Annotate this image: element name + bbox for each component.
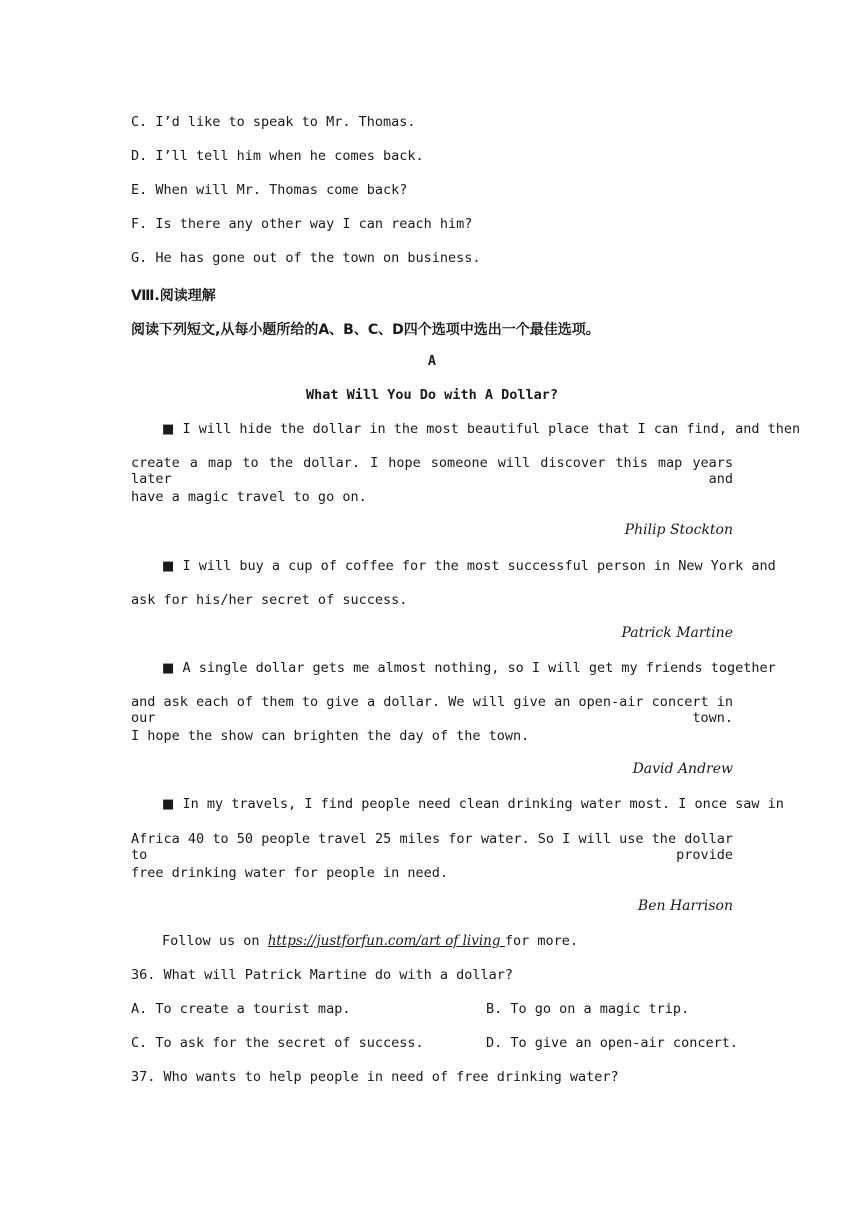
section-heading: Ⅷ.阅读理解 bbox=[131, 288, 216, 304]
dialogue-option-f: F. Is there any other way I can reach him? bbox=[131, 216, 473, 232]
follow-link[interactable]: https://justforfun.com/art of living bbox=[267, 933, 505, 949]
dialogue-option-d: D. I’ll tell him when he comes back. bbox=[131, 148, 424, 164]
entry-3-line-2: and ask each of them to give a dollar. We will give an open-air concert in our town. bbox=[131, 694, 733, 726]
question-36-options-row-1 bbox=[131, 1001, 733, 1017]
entry-3-author: David Andrew bbox=[632, 761, 733, 777]
passage-title: What Will You Do with A Dollar? bbox=[306, 387, 558, 403]
option-c: C. To ask for the secret of success. bbox=[131, 1035, 424, 1051]
entry-1-line-3: have a magic travel to go on. bbox=[131, 489, 367, 505]
bullet-square-icon: ■ bbox=[162, 422, 175, 437]
entry-3-line-3: I hope the show can brighten the day of the town. bbox=[131, 728, 530, 744]
bullet-square-icon: ■ bbox=[162, 559, 175, 574]
question-37-stem: 37. Who wants to help people in need of free drinking water? bbox=[131, 1069, 619, 1085]
entry-2-line-2: ask for his/her secret of success. bbox=[131, 592, 408, 608]
question-36-options-row-2 bbox=[131, 1035, 738, 1051]
bullet-square-icon: ■ bbox=[162, 661, 175, 676]
bullet-square-icon: ■ bbox=[162, 797, 175, 812]
dialogue-option-e: E. When will Mr. Thomas come back? bbox=[131, 182, 408, 198]
entry-2-author: Patrick Martine bbox=[621, 625, 733, 641]
entry-1-line-2: create a map to the dollar. I hope someone will discover this map years later and bbox=[131, 455, 733, 487]
entry-text: I will hide the dollar in the most beautiful place that I can find, and then bbox=[182, 421, 801, 437]
entry-4-line-3: free drinking water for people in need. bbox=[131, 865, 448, 881]
follow-prefix: Follow us on bbox=[162, 933, 260, 949]
entry-3-line-1 bbox=[162, 660, 776, 676]
entry-4-line-1 bbox=[162, 796, 784, 812]
entry-1-author: Philip Stockton bbox=[624, 522, 733, 538]
entry-text: A single dollar gets me almost nothing, so I will get my friends together bbox=[182, 660, 776, 676]
section-instruction: 阅读下列短文,从每小题所给的A、B、C、D四个选项中选出一个最佳选项。 bbox=[131, 322, 600, 338]
entry-text: I will buy a cup of coffee for the most successful person in New York and bbox=[182, 558, 776, 574]
entry-1-line-1 bbox=[162, 421, 801, 437]
question-36-stem: 36. What will Patrick Martine do with a dollar? bbox=[131, 967, 514, 983]
entry-4-line-2: Africa 40 to 50 people travel 25 miles for water. So I will use the dollar to provide bbox=[131, 831, 733, 863]
follow-line bbox=[162, 933, 733, 949]
passage-label: A bbox=[427, 353, 437, 369]
entry-2-line-1 bbox=[162, 558, 776, 574]
follow-suffix: for more. bbox=[504, 933, 578, 949]
entry-text: In my travels, I find people need clean drinking water most. I once saw in bbox=[182, 796, 784, 812]
option-a: A. To create a tourist map. bbox=[131, 1001, 351, 1017]
dialogue-option-c: C. I’d like to speak to Mr. Thomas. bbox=[131, 114, 416, 130]
dialogue-option-g: G. He has gone out of the town on business. bbox=[131, 250, 481, 266]
entry-4-author: Ben Harrison bbox=[637, 898, 733, 914]
option-d: D. To give an open-air concert. bbox=[486, 1035, 738, 1051]
option-b: B. To go on a magic trip. bbox=[486, 1001, 690, 1017]
